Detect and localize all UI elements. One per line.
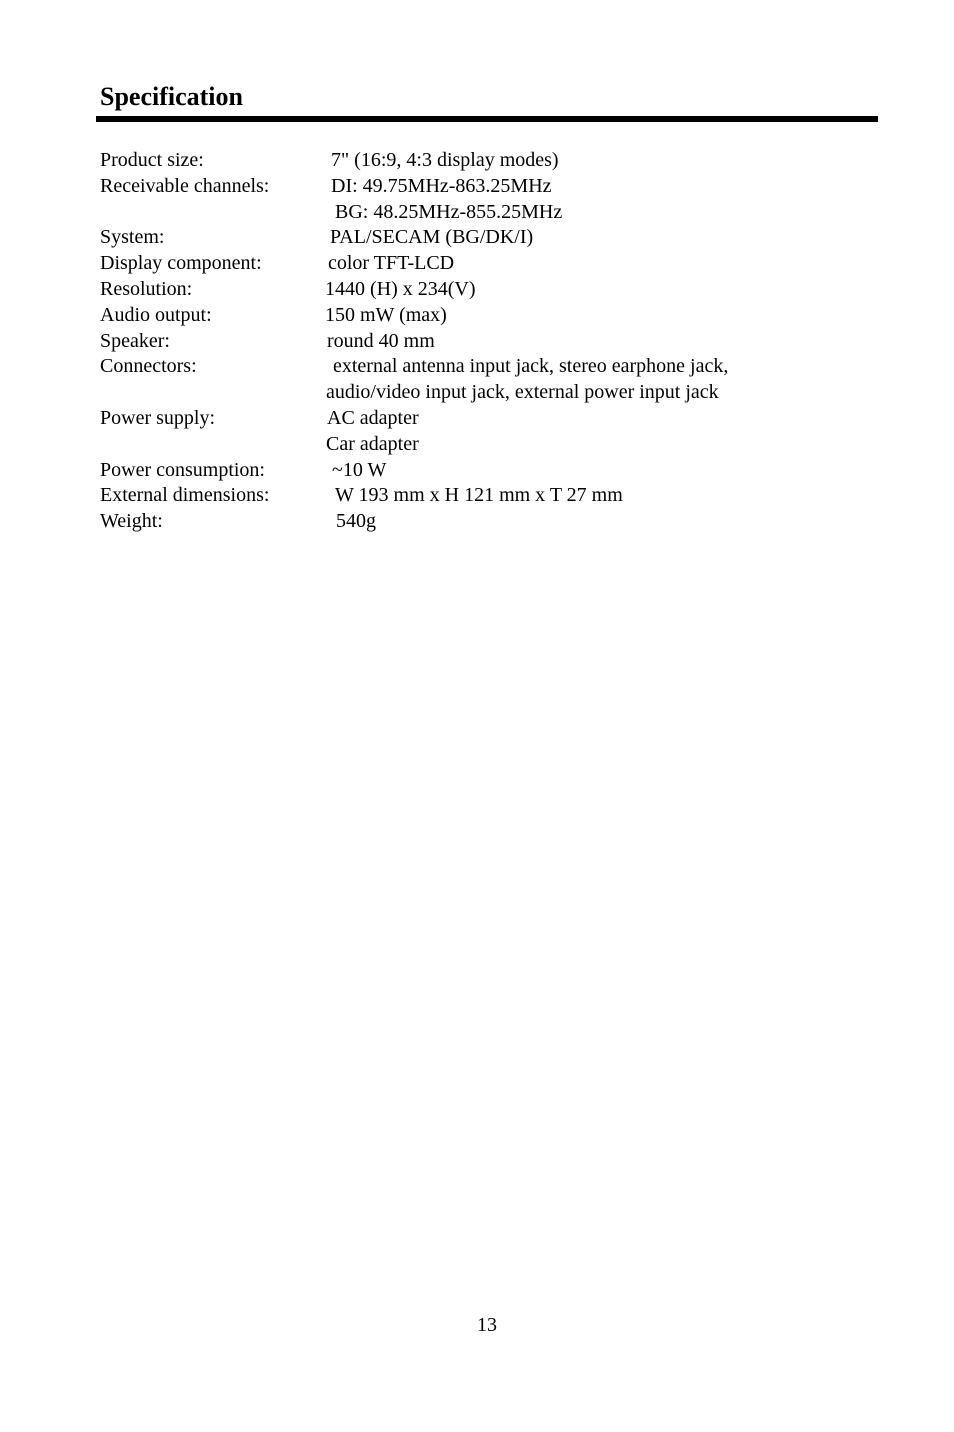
spec-value: 1440 (H) x 234(V)	[325, 277, 476, 300]
spec-label: Power supply:	[100, 406, 215, 429]
spec-label: Audio output:	[100, 303, 212, 326]
page-title: Specification	[100, 82, 243, 111]
spec-value: 150 mW (max)	[325, 303, 447, 326]
spec-value: BG: 48.25MHz-855.25MHz	[335, 200, 563, 223]
spec-row-receivable-channels-cont	[100, 200, 860, 226]
spec-row-weight	[100, 509, 860, 535]
spec-row-power-supply	[100, 406, 860, 432]
spec-label: Power consumption:	[100, 458, 265, 481]
spec-value: AC adapter	[327, 406, 419, 429]
spec-label: Receivable channels:	[100, 174, 270, 197]
spec-row-system	[100, 225, 860, 251]
spec-label: Resolution:	[100, 277, 193, 300]
spec-value: 7" (16:9, 4:3 display modes)	[331, 149, 559, 171]
page-number: 13	[477, 1314, 497, 1336]
spec-row-power-supply-cont	[100, 432, 860, 458]
spec-value: color TFT-LCD	[328, 252, 455, 275]
spec-value: Car adapter	[326, 432, 419, 455]
title-divider	[96, 116, 878, 122]
spec-row-receivable-channels	[100, 174, 860, 200]
spec-value: ~10 W	[332, 458, 387, 481]
spec-value: external antenna input jack, stereo earphone jack,	[333, 355, 729, 378]
spec-value: round 40 mm	[327, 329, 435, 352]
spec-row-product-size	[100, 148, 860, 174]
spec-row-power-consumption	[100, 458, 860, 484]
spec-label: Speaker:	[100, 329, 170, 352]
spec-row-speaker	[100, 329, 860, 355]
spec-value: audio/video input jack, external power input jack	[326, 381, 719, 404]
spec-row-connectors-cont	[100, 380, 860, 406]
spec-value: DI: 49.75MHz-863.25MHz	[331, 174, 552, 197]
spec-value: W 193 mm x H 121 mm x T 27 mm	[335, 484, 623, 507]
spec-value: PAL/SECAM (BG/DK/I)	[330, 226, 534, 249]
spec-label: System:	[100, 226, 165, 249]
spec-label: External dimensions:	[100, 484, 270, 507]
spec-row-connectors	[100, 354, 860, 380]
spec-label: Connectors:	[100, 355, 197, 378]
spec-row-audio-output	[100, 303, 860, 329]
spec-row-external-dimensions	[100, 483, 860, 509]
spec-label: Weight:	[100, 510, 163, 533]
spec-list	[100, 148, 860, 535]
spec-value: 540g	[336, 510, 376, 533]
spec-label: Product size:	[100, 149, 204, 171]
spec-row-display-component	[100, 251, 860, 277]
spec-row-resolution	[100, 277, 860, 303]
spec-label: Display component:	[100, 252, 262, 275]
